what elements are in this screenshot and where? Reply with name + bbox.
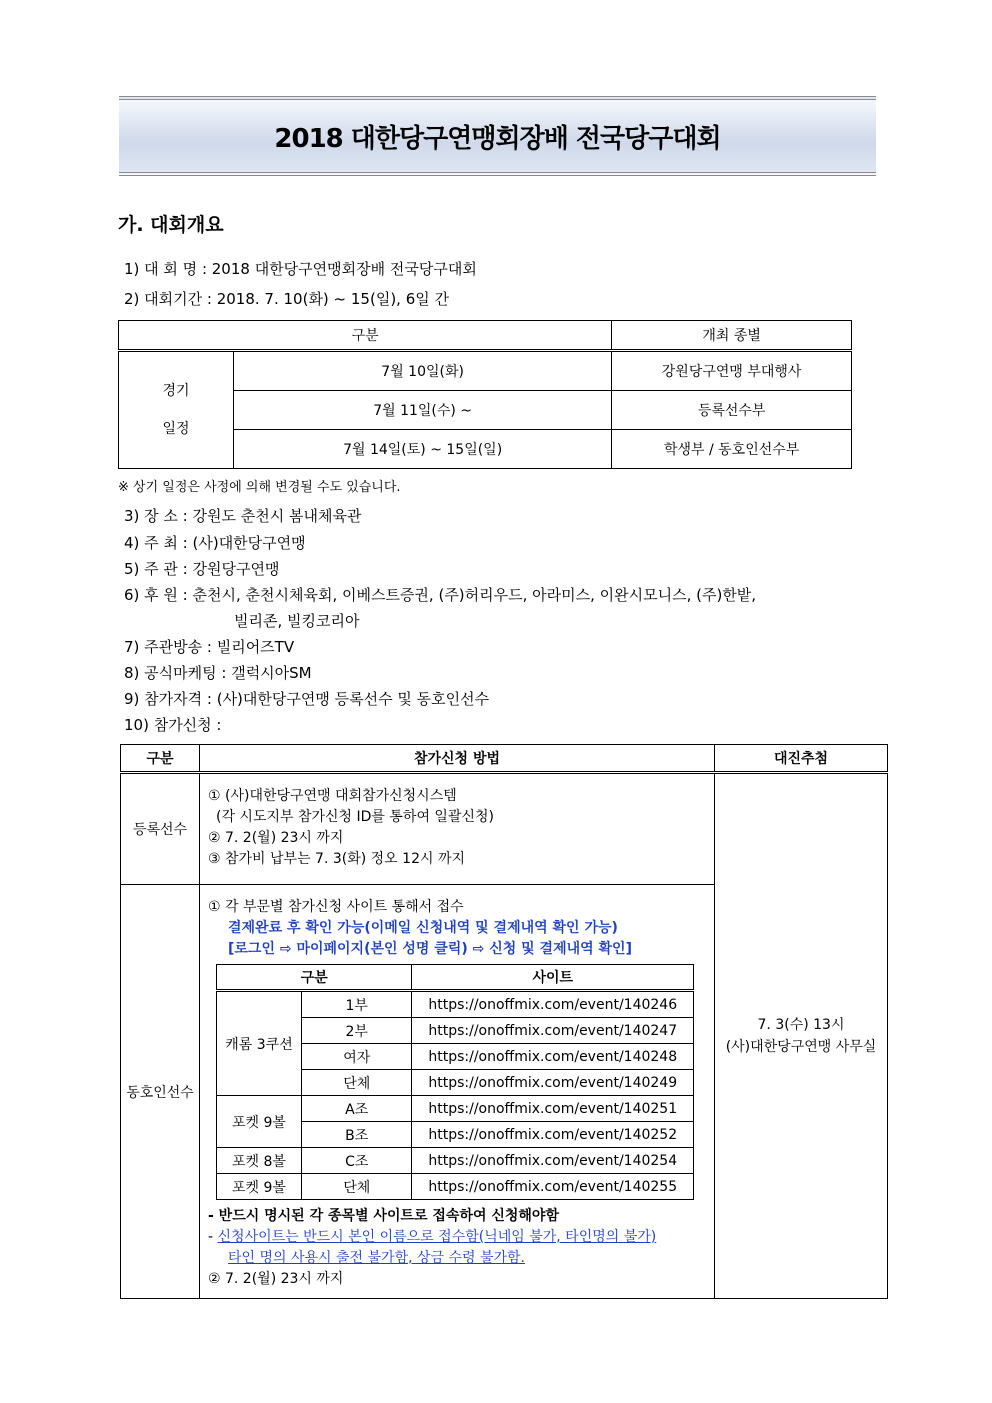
amateur-note-dash: - bbox=[208, 1229, 218, 1245]
schedule-event: 강원당구연맹 부대행사 bbox=[612, 351, 852, 391]
info-line-venue: 3) 장 소 : 강원도 춘천시 봄내체육관 bbox=[124, 507, 362, 525]
draw-cell bbox=[715, 773, 888, 1299]
schedule-table bbox=[118, 320, 852, 469]
site-url: https://onoffmix.com/event/140255 bbox=[412, 1174, 694, 1200]
site-div: 2부 bbox=[302, 1018, 412, 1044]
site-div: 단체 bbox=[302, 1174, 412, 1200]
site-div: A조 bbox=[302, 1096, 412, 1122]
info-line-organizer: 5) 주 관 : 강원당구연맹 bbox=[124, 560, 280, 578]
site-group: 포켓 8볼 bbox=[217, 1148, 302, 1174]
section-heading: 가. 대회개요 bbox=[118, 214, 224, 236]
schedule-group-label-2: 일정 bbox=[162, 421, 190, 437]
site-url: https://onoffmix.com/event/140249 bbox=[412, 1070, 694, 1096]
amateur-line: ① 각 부문별 참가신청 사이트 통해서 접수 bbox=[208, 899, 464, 915]
info-line-sponsor: 6) 후 원 : 춘천시, 춘천시체육회, 이베스트증권, (주)허리우드, 아라미스, 이완시모니스, (주)한밭, bbox=[124, 586, 757, 604]
info-line-application: 10) 참가신청 : bbox=[124, 716, 222, 734]
schedule-date: 7월 11일(수) ~ bbox=[234, 391, 612, 430]
site-url: https://onoffmix.com/event/140251 bbox=[412, 1096, 694, 1122]
application-table bbox=[120, 744, 888, 1299]
registered-label: 등록선수 bbox=[121, 773, 200, 885]
info-line-period: 2) 대회기간 : 2018. 7. 10(화) ~ 15(일), 6일 간 bbox=[124, 290, 449, 308]
table-row bbox=[217, 1096, 694, 1122]
schedule-date: 7월 10일(화) bbox=[234, 351, 612, 391]
schedule-note: ※ 상기 일정은 사정에 의해 변경될 수도 있습니다. bbox=[118, 480, 401, 495]
amateur-note-penalty-text: 타인 명의 사용시 출전 불가함, 상금 수령 불가함. bbox=[228, 1250, 526, 1266]
schedule-header-event: 개최 종별 bbox=[612, 321, 852, 351]
info-line-eligibility: 9) 참가자격 : (사)대한당구연맹 등록선수 및 동호인선수 bbox=[124, 690, 490, 708]
document-title: 2018 대한당구연맹회장배 전국당구대회 bbox=[274, 123, 721, 154]
schedule-event: 학생부 / 동호인선수부 bbox=[612, 430, 852, 469]
registered-method bbox=[200, 773, 715, 885]
amateur-note-penalty bbox=[208, 1248, 706, 1269]
schedule-date: 7월 14일(토) ~ 15일(일) bbox=[234, 430, 612, 469]
amateur-note-site: - 반드시 명시된 각 종목별 사이트로 접속하여 신청해야함 bbox=[208, 1208, 559, 1224]
site-url: https://onoffmix.com/event/140254 bbox=[412, 1148, 694, 1174]
site-div: B조 bbox=[302, 1122, 412, 1148]
site-div: 여자 bbox=[302, 1044, 412, 1070]
amateur-label: 동호인선수 bbox=[121, 885, 200, 1299]
registered-line: ② 7. 2(월) 23시 까지 bbox=[208, 830, 344, 846]
amateur-note-name bbox=[208, 1227, 706, 1248]
registered-line: ① (사)대한당구연맹 대회참가신청시스템 bbox=[208, 788, 457, 804]
amateur-method bbox=[200, 885, 715, 1299]
apply-header-draw: 대진추첨 bbox=[715, 745, 888, 773]
info-line-host: 4) 주 최 : (사)대한당구연맹 bbox=[124, 534, 306, 552]
info-line-broadcast: 7) 주관방송 : 빌리어즈TV bbox=[124, 638, 295, 656]
site-header-site: 사이트 bbox=[412, 965, 694, 991]
amateur-note-name-text: 신청사이트는 반드시 본인 이름으로 접수함(닉네임 불가, 타인명의 불가) bbox=[217, 1229, 657, 1245]
amateur-payment-path: [로그인 ⇨ 마이페이지(본인 성명 클릭) ⇨ 신청 및 결제내역 확인] bbox=[228, 941, 632, 957]
site-url: https://onoffmix.com/event/140247 bbox=[412, 1018, 694, 1044]
table-row bbox=[217, 1148, 694, 1174]
schedule-event: 등록선수부 bbox=[612, 391, 852, 430]
site-url: https://onoffmix.com/event/140252 bbox=[412, 1122, 694, 1148]
site-div: 1부 bbox=[302, 991, 412, 1018]
info-line-name: 1) 대 회 명 : 2018 대한당구연맹회장배 전국당구대회 bbox=[124, 260, 477, 278]
registered-line: ③ 참가비 납부는 7. 3(화) 정오 12시 까지 bbox=[208, 851, 465, 867]
apply-header-method: 참가신청 방법 bbox=[200, 745, 715, 773]
draw-place: (사)대한당구연맹 사무실 bbox=[725, 1039, 877, 1055]
amateur-deadline: ② 7. 2(월) 23시 까지 bbox=[208, 1271, 344, 1287]
site-group: 포켓 9볼 bbox=[217, 1096, 302, 1148]
draw-time: 7. 3(수) 13시 bbox=[757, 1017, 845, 1033]
site-url: https://onoffmix.com/event/140246 bbox=[412, 991, 694, 1018]
table-row bbox=[217, 1174, 694, 1200]
site-div: C조 bbox=[302, 1148, 412, 1174]
site-group: 캐롬 3쿠션 bbox=[217, 991, 302, 1096]
site-header-division: 구분 bbox=[217, 965, 412, 991]
apply-header-division: 구분 bbox=[121, 745, 200, 773]
site-table bbox=[216, 964, 694, 1200]
site-group: 포켓 9볼 bbox=[217, 1174, 302, 1200]
title-banner bbox=[119, 96, 876, 176]
site-url: https://onoffmix.com/event/140248 bbox=[412, 1044, 694, 1070]
schedule-group-label bbox=[119, 351, 234, 469]
schedule-header-division: 구분 bbox=[119, 321, 612, 351]
schedule-group-label-1: 경기 bbox=[162, 383, 190, 399]
registered-line: (각 시도지부 참가신청 ID를 통하여 일괄신청) bbox=[216, 809, 494, 825]
site-div: 단체 bbox=[302, 1070, 412, 1096]
info-line-sponsor-cont: 빌리존, 빌킹코리아 bbox=[234, 612, 360, 630]
info-line-marketing: 8) 공식마케팅 : 갤럭시아SM bbox=[124, 664, 312, 682]
amateur-payment-note: 결제완료 후 확인 가능(이메일 신청내역 및 결제내역 확인 가능) bbox=[228, 920, 618, 936]
table-row bbox=[217, 991, 694, 1018]
